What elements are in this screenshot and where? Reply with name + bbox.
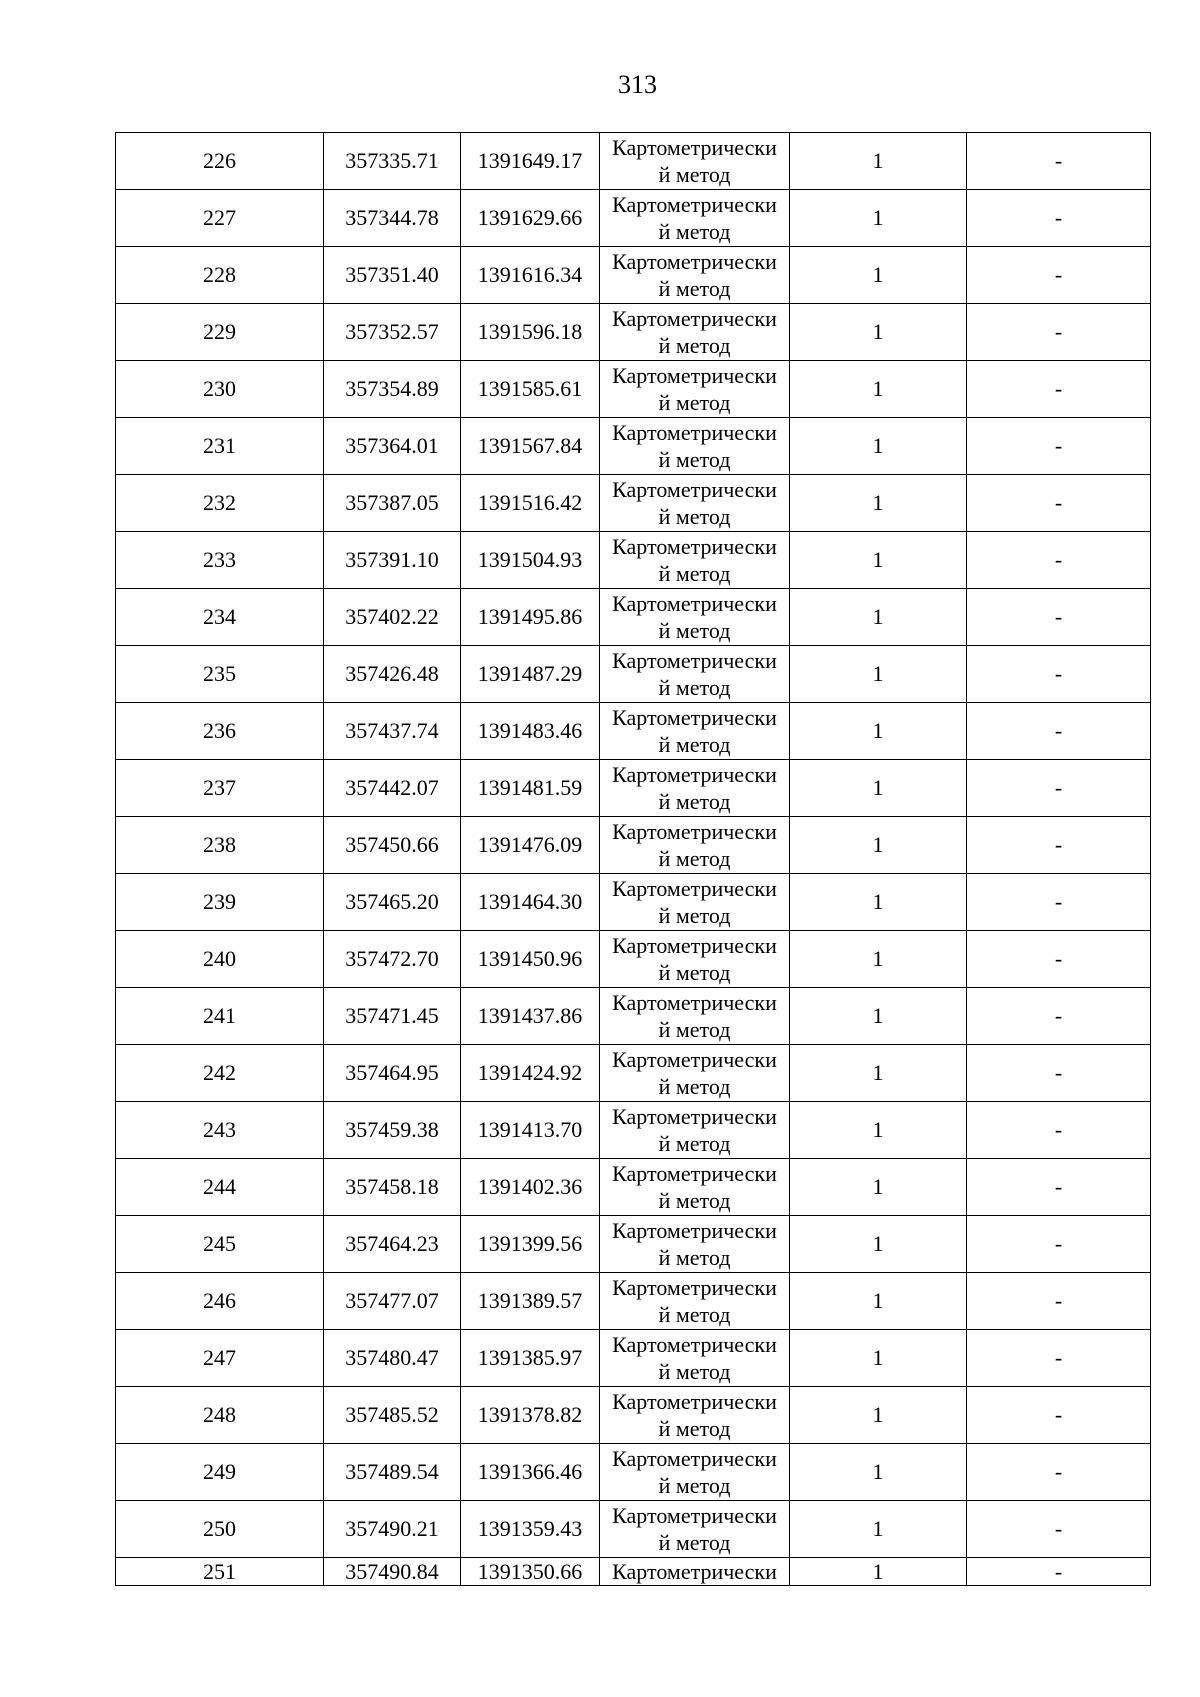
- x-coordinate-cell: 357352.57: [324, 304, 461, 361]
- table-row: [116, 646, 1151, 703]
- x-coordinate-cell: 357459.38: [324, 1102, 461, 1159]
- method-cell: [600, 931, 790, 988]
- x-coordinate-cell: 357437.74: [324, 703, 461, 760]
- table-row: [116, 247, 1151, 304]
- accuracy-cell: 1: [790, 133, 967, 190]
- y-coordinate-cell: 1391450.96: [461, 931, 600, 988]
- method-cell: [600, 133, 790, 190]
- coordinates-table-body: [116, 133, 1151, 1586]
- method-cell: [600, 247, 790, 304]
- method-text-line: Картометрически: [612, 705, 777, 730]
- x-coordinate-cell: 357354.89: [324, 361, 461, 418]
- method-text-line: й метод: [658, 903, 731, 928]
- point-number-cell: 247: [116, 1330, 324, 1387]
- point-number-cell: 249: [116, 1444, 324, 1501]
- note-cell: -: [967, 874, 1151, 931]
- method-cell: [600, 1330, 790, 1387]
- table-row: [116, 1102, 1151, 1159]
- method-text-line: й метод: [658, 675, 731, 700]
- point-number-cell: 228: [116, 247, 324, 304]
- accuracy-cell: 1: [790, 646, 967, 703]
- x-coordinate-cell: 357335.71: [324, 133, 461, 190]
- x-coordinate-cell: 357351.40: [324, 247, 461, 304]
- point-number-cell: 230: [116, 361, 324, 418]
- method-cell: [600, 817, 790, 874]
- accuracy-cell: 1: [790, 817, 967, 874]
- y-coordinate-cell: 1391359.43: [461, 1501, 600, 1558]
- method-text-line: й метод: [658, 1188, 731, 1213]
- x-coordinate-cell: 357485.52: [324, 1387, 461, 1444]
- method-text-line: й метод: [658, 1359, 731, 1384]
- method-cell: [600, 1045, 790, 1102]
- point-number-cell: 229: [116, 304, 324, 361]
- point-number-cell: 240: [116, 931, 324, 988]
- coordinates-table-container: [115, 132, 1151, 1586]
- table-row: [116, 1159, 1151, 1216]
- method-text-line: й метод: [658, 276, 731, 301]
- accuracy-cell: 1: [790, 1501, 967, 1558]
- table-row: [116, 817, 1151, 874]
- y-coordinate-cell: 1391402.36: [461, 1159, 600, 1216]
- note-cell: -: [967, 760, 1151, 817]
- method-text-line: й метод: [658, 1473, 731, 1498]
- y-coordinate-cell: 1391585.61: [461, 361, 600, 418]
- method-text-line: й метод: [658, 561, 731, 586]
- method-text-line: Картометрически: [612, 1503, 777, 1528]
- note-cell: -: [967, 418, 1151, 475]
- x-coordinate-cell: 357364.01: [324, 418, 461, 475]
- method-cell: [600, 1387, 790, 1444]
- accuracy-cell: 1: [790, 1444, 967, 1501]
- method-cell: [600, 760, 790, 817]
- method-text-line: й метод: [658, 1017, 731, 1042]
- y-coordinate-cell: 1391437.86: [461, 988, 600, 1045]
- accuracy-cell: 1: [790, 1102, 967, 1159]
- y-coordinate-cell: 1391399.56: [461, 1216, 600, 1273]
- method-cell: [600, 988, 790, 1045]
- accuracy-cell: 1: [790, 190, 967, 247]
- method-text-line: Картометрически: [612, 1446, 777, 1471]
- y-coordinate-cell: 1391504.93: [461, 532, 600, 589]
- accuracy-cell: 1: [790, 532, 967, 589]
- note-cell: -: [967, 532, 1151, 589]
- point-number-cell: 243: [116, 1102, 324, 1159]
- method-text-line: Картометрически: [612, 876, 777, 901]
- method-text-line: Картометрически: [612, 249, 777, 274]
- table-row: [116, 1045, 1151, 1102]
- y-coordinate-cell: 1391476.09: [461, 817, 600, 874]
- y-coordinate-cell: 1391481.59: [461, 760, 600, 817]
- method-text-line: Картометрически: [612, 477, 777, 502]
- x-coordinate-cell: 357471.45: [324, 988, 461, 1045]
- method-text-line: Картометрически: [612, 933, 777, 958]
- point-number-cell: 239: [116, 874, 324, 931]
- point-number-cell: 233: [116, 532, 324, 589]
- table-row: [116, 190, 1151, 247]
- point-number-cell: 235: [116, 646, 324, 703]
- x-coordinate-cell: 357391.10: [324, 532, 461, 589]
- y-coordinate-cell: 1391487.29: [461, 646, 600, 703]
- table-row: [116, 418, 1151, 475]
- accuracy-cell: 1: [790, 1273, 967, 1330]
- method-text-line: Картометрически: [612, 363, 777, 388]
- method-cell: [600, 1558, 790, 1586]
- y-coordinate-cell: 1391596.18: [461, 304, 600, 361]
- point-number-cell: 248: [116, 1387, 324, 1444]
- note-cell: -: [967, 247, 1151, 304]
- accuracy-cell: 1: [790, 1159, 967, 1216]
- table-row: [116, 1387, 1151, 1444]
- accuracy-cell: 1: [790, 304, 967, 361]
- method-text-line: й метод: [658, 1245, 731, 1270]
- x-coordinate-cell: 357344.78: [324, 190, 461, 247]
- method-cell: [600, 418, 790, 475]
- y-coordinate-cell: 1391649.17: [461, 133, 600, 190]
- method-cell: [600, 1273, 790, 1330]
- y-coordinate-cell: 1391385.97: [461, 1330, 600, 1387]
- method-text-line: Картометрически: [612, 1104, 777, 1129]
- method-text-line: й метод: [658, 618, 731, 643]
- note-cell: -: [967, 703, 1151, 760]
- x-coordinate-cell: 357450.66: [324, 817, 461, 874]
- note-cell: -: [967, 1444, 1151, 1501]
- method-cell: [600, 1216, 790, 1273]
- table-row: [116, 1273, 1151, 1330]
- note-cell: -: [967, 1045, 1151, 1102]
- y-coordinate-cell: 1391516.42: [461, 475, 600, 532]
- method-cell: [600, 532, 790, 589]
- point-number-cell: 245: [116, 1216, 324, 1273]
- method-text-line: й метод: [658, 333, 731, 358]
- note-cell: -: [967, 646, 1151, 703]
- note-cell: -: [967, 361, 1151, 418]
- method-text-line: Картометрически: [612, 1559, 777, 1584]
- method-text-line: Картометрически: [612, 990, 777, 1015]
- method-text-line: й метод: [658, 447, 731, 472]
- x-coordinate-cell: 357472.70: [324, 931, 461, 988]
- accuracy-cell: 1: [790, 1558, 967, 1586]
- accuracy-cell: 1: [790, 418, 967, 475]
- note-cell: -: [967, 1102, 1151, 1159]
- point-number-cell: 242: [116, 1045, 324, 1102]
- note-cell: -: [967, 1387, 1151, 1444]
- note-cell: -: [967, 304, 1151, 361]
- point-number-cell: 234: [116, 589, 324, 646]
- point-number-cell: 250: [116, 1501, 324, 1558]
- accuracy-cell: 1: [790, 760, 967, 817]
- method-text-line: й метод: [658, 960, 731, 985]
- table-row: [116, 133, 1151, 190]
- table-row: [116, 304, 1151, 361]
- method-text-line: й метод: [658, 846, 731, 871]
- accuracy-cell: 1: [790, 874, 967, 931]
- method-cell: [600, 1159, 790, 1216]
- method-text-line: Картометрически: [612, 819, 777, 844]
- coordinates-table: [115, 132, 1151, 1586]
- y-coordinate-cell: 1391350.66: [461, 1558, 600, 1586]
- method-text-line: й метод: [658, 219, 731, 244]
- table-row: [116, 361, 1151, 418]
- method-cell: [600, 874, 790, 931]
- method-text-line: й метод: [658, 1074, 731, 1099]
- x-coordinate-cell: 357465.20: [324, 874, 461, 931]
- y-coordinate-cell: 1391389.57: [461, 1273, 600, 1330]
- note-cell: -: [967, 931, 1151, 988]
- note-cell: -: [967, 1159, 1151, 1216]
- x-coordinate-cell: 357480.47: [324, 1330, 461, 1387]
- method-cell: [600, 1501, 790, 1558]
- point-number-cell: 244: [116, 1159, 324, 1216]
- table-row: [116, 589, 1151, 646]
- x-coordinate-cell: 357426.48: [324, 646, 461, 703]
- x-coordinate-cell: 357464.23: [324, 1216, 461, 1273]
- y-coordinate-cell: 1391366.46: [461, 1444, 600, 1501]
- table-row: [116, 988, 1151, 1045]
- method-text-line: Картометрически: [612, 762, 777, 787]
- method-text-line: Картометрически: [612, 1218, 777, 1243]
- accuracy-cell: 1: [790, 1216, 967, 1273]
- x-coordinate-cell: 357490.84: [324, 1558, 461, 1586]
- point-number-cell: 232: [116, 475, 324, 532]
- method-text-line: Картометрически: [612, 1275, 777, 1300]
- accuracy-cell: 1: [790, 247, 967, 304]
- method-text-line: Картометрически: [612, 1161, 777, 1186]
- point-number-cell: 238: [116, 817, 324, 874]
- accuracy-cell: 1: [790, 475, 967, 532]
- table-row: [116, 1216, 1151, 1273]
- method-cell: [600, 589, 790, 646]
- y-coordinate-cell: 1391629.66: [461, 190, 600, 247]
- method-cell: [600, 646, 790, 703]
- point-number-cell: 226: [116, 133, 324, 190]
- note-cell: -: [967, 988, 1151, 1045]
- y-coordinate-cell: 1391424.92: [461, 1045, 600, 1102]
- method-text-line: Картометрически: [612, 192, 777, 217]
- table-row: [116, 1501, 1151, 1558]
- point-number-cell: 237: [116, 760, 324, 817]
- note-cell: -: [967, 1558, 1151, 1586]
- table-row: [116, 1558, 1151, 1586]
- y-coordinate-cell: 1391495.86: [461, 589, 600, 646]
- note-cell: -: [967, 589, 1151, 646]
- y-coordinate-cell: 1391483.46: [461, 703, 600, 760]
- note-cell: -: [967, 817, 1151, 874]
- accuracy-cell: 1: [790, 931, 967, 988]
- x-coordinate-cell: 357387.05: [324, 475, 461, 532]
- method-text-line: Картометрически: [612, 306, 777, 331]
- method-text-line: Картометрически: [612, 420, 777, 445]
- x-coordinate-cell: 357489.54: [324, 1444, 461, 1501]
- accuracy-cell: 1: [790, 988, 967, 1045]
- x-coordinate-cell: 357490.21: [324, 1501, 461, 1558]
- note-cell: -: [967, 133, 1151, 190]
- accuracy-cell: 1: [790, 1387, 967, 1444]
- y-coordinate-cell: 1391567.84: [461, 418, 600, 475]
- method-text-line: Картометрически: [612, 1389, 777, 1414]
- table-row: [116, 1330, 1151, 1387]
- y-coordinate-cell: 1391413.70: [461, 1102, 600, 1159]
- table-row: [116, 475, 1151, 532]
- method-text-line: й метод: [658, 1416, 731, 1441]
- note-cell: -: [967, 190, 1151, 247]
- method-cell: [600, 703, 790, 760]
- point-number-cell: 251: [116, 1558, 324, 1586]
- method-text-line: й метод: [658, 789, 731, 814]
- x-coordinate-cell: 357442.07: [324, 760, 461, 817]
- method-text-line: й метод: [658, 390, 731, 415]
- table-row: [116, 703, 1151, 760]
- method-text-line: Картометрически: [612, 1047, 777, 1072]
- x-coordinate-cell: 357402.22: [324, 589, 461, 646]
- method-text-line: й метод: [658, 1530, 731, 1555]
- table-row: [116, 760, 1151, 817]
- method-cell: [600, 361, 790, 418]
- point-number-cell: 231: [116, 418, 324, 475]
- table-row: [116, 1444, 1151, 1501]
- method-cell: [600, 190, 790, 247]
- method-text-line: й метод: [658, 1302, 731, 1327]
- method-cell: [600, 304, 790, 361]
- method-text-line: й метод: [658, 732, 731, 757]
- method-text-line: й метод: [658, 162, 731, 187]
- method-text-line: й метод: [658, 504, 731, 529]
- accuracy-cell: 1: [790, 589, 967, 646]
- accuracy-cell: 1: [790, 1330, 967, 1387]
- note-cell: -: [967, 1501, 1151, 1558]
- method-cell: [600, 475, 790, 532]
- y-coordinate-cell: 1391616.34: [461, 247, 600, 304]
- method-text-line: Картометрически: [612, 1332, 777, 1357]
- page-number: 313: [618, 70, 657, 99]
- accuracy-cell: 1: [790, 703, 967, 760]
- accuracy-cell: 1: [790, 1045, 967, 1102]
- point-number-cell: 241: [116, 988, 324, 1045]
- y-coordinate-cell: 1391464.30: [461, 874, 600, 931]
- note-cell: -: [967, 1273, 1151, 1330]
- table-row: [116, 931, 1151, 988]
- method-text-line: Картометрически: [612, 534, 777, 559]
- note-cell: -: [967, 475, 1151, 532]
- point-number-cell: 227: [116, 190, 324, 247]
- method-text-line: Картометрически: [612, 135, 777, 160]
- x-coordinate-cell: 357477.07: [324, 1273, 461, 1330]
- y-coordinate-cell: 1391378.82: [461, 1387, 600, 1444]
- method-text-line: Картометрически: [612, 591, 777, 616]
- note-cell: -: [967, 1330, 1151, 1387]
- accuracy-cell: 1: [790, 361, 967, 418]
- table-row: [116, 532, 1151, 589]
- method-cell: [600, 1102, 790, 1159]
- x-coordinate-cell: 357458.18: [324, 1159, 461, 1216]
- point-number-cell: 246: [116, 1273, 324, 1330]
- method-text-line: Картометрически: [612, 648, 777, 673]
- table-row: [116, 874, 1151, 931]
- x-coordinate-cell: 357464.95: [324, 1045, 461, 1102]
- method-cell: [600, 1444, 790, 1501]
- note-cell: -: [967, 1216, 1151, 1273]
- point-number-cell: 236: [116, 703, 324, 760]
- method-text-line: й метод: [658, 1131, 731, 1156]
